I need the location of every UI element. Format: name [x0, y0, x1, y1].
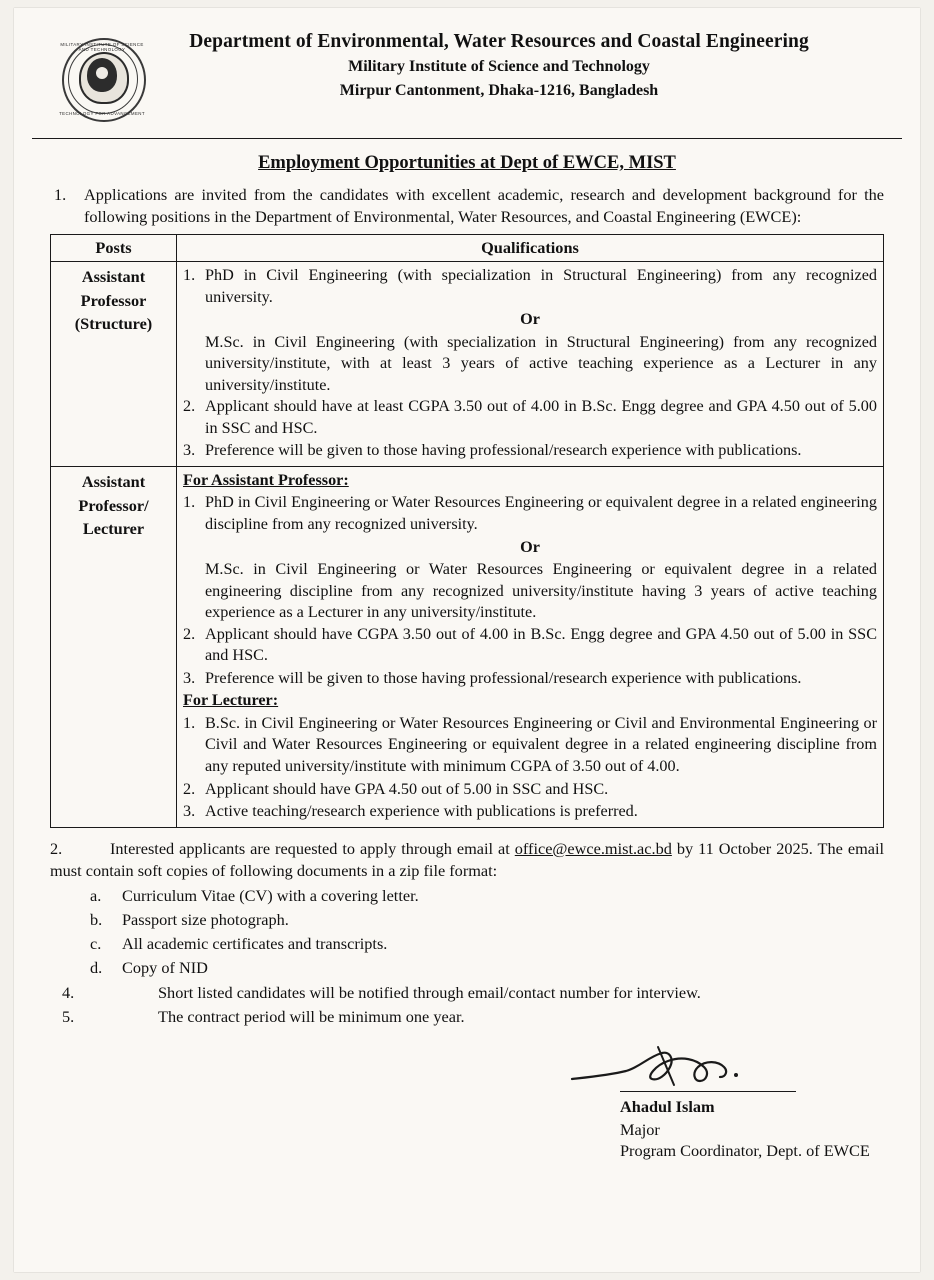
table-row: [51, 466, 884, 827]
page-title: Employment Opportunities at Dept of EWCE, MIST: [258, 153, 676, 173]
list-item: [183, 265, 877, 308]
item-marker: 2.: [183, 397, 196, 416]
post-line: Assistant: [81, 471, 146, 491]
institute-address: Mirpur Cantonment, Dhaka-1216, Bangladesh: [339, 81, 659, 99]
item-text: Passport size photograph.: [122, 910, 289, 930]
logo-bottom-text: TECHNOLOGY FOR ADVANCEMENT: [59, 111, 145, 116]
item-marker: 2.: [183, 779, 196, 798]
qualification-list: [183, 396, 877, 462]
post-line: Professor: [80, 290, 147, 310]
required-documents-list: [50, 885, 884, 979]
closing-paragraph-5: [50, 1006, 884, 1029]
qualification-list: [183, 624, 877, 690]
item-marker: 3.: [183, 668, 196, 687]
header-title-block: [148, 30, 890, 102]
item-marker: 1.: [183, 266, 196, 284]
item-marker: b.: [90, 910, 103, 930]
column-header-posts: Posts: [51, 235, 177, 262]
signatory-rank: Major: [620, 1119, 660, 1139]
item-marker: a.: [90, 886, 102, 906]
item-marker: 2.: [183, 624, 196, 643]
alternative-qualification: M.Sc. in Civil Engineering (with specialization in Structural Engineering) from any recognized university/institute, with at least 3 years of active teaching experience as a Lecturer in any university/institute.: [205, 332, 877, 394]
list-item: [183, 801, 877, 823]
item-text: Curriculum Vitae (CV) with a covering letter.: [122, 886, 419, 906]
item-text: Copy of NID: [122, 957, 208, 977]
item-text: Preference will be given to those having professional/research experience with publications.: [205, 668, 802, 687]
item-text: PhD in Civil Engineering (with specialization in Structural Engineering) from any recognized university.: [205, 266, 877, 306]
item-text: Applicant should have at least CGPA 3.50 out of 4.00 in B.Sc. Engg degree and GPA 4.50 out of 5.00 in SSC and HSC.: [205, 397, 877, 437]
qualifications-table: [50, 234, 884, 828]
signature-block: [50, 1045, 884, 1161]
list-item: [183, 492, 877, 535]
list-item: [50, 957, 884, 980]
mist-crest-logo: [56, 32, 148, 124]
qualifications-structure: [177, 262, 884, 467]
list-item: [183, 668, 877, 690]
intro-text: Applications are invited from the candidates with excellent academic, research and development background for the following positions in the Department of Environmental, Water Resources, and Coastal Engineering (EWCE):: [84, 185, 884, 226]
document-header: [14, 8, 920, 130]
institute-name: Military Institute of Science and Technology: [348, 58, 650, 76]
table-row: [51, 262, 884, 467]
item-text: Active teaching/research experience with publications is preferred.: [205, 802, 638, 821]
item-text: PhD in Civil Engineering or Water Resources Engineering or equivalent degree in a related engineering discipline from any recognized university.: [205, 493, 877, 534]
item-text: Preference will be given to those having professional/research experience with publications.: [205, 441, 802, 460]
document-body: [14, 184, 920, 828]
post-assistant-professor-structure: [51, 262, 177, 467]
list-item: [183, 713, 877, 778]
post-assistant-professor-lecturer: [51, 466, 177, 827]
item-marker: 3.: [183, 802, 196, 821]
table-header-row: [51, 235, 884, 262]
apply-paragraph: [50, 838, 884, 884]
apply-text-before: Interested applicants are requested to apply through email at: [110, 838, 515, 858]
closing-paragraph-4: [50, 982, 884, 1005]
closing-number: 5.: [62, 1007, 75, 1027]
item-text: All academic certificates and transcripts.: [122, 933, 388, 953]
signatory-name: Ahadul Islam: [620, 1097, 715, 1117]
item-text: Applicant should have CGPA 3.50 out of 4.00 in B.Sc. Engg degree and GPA 4.50 out of 5.00 in SSC and HSC.: [205, 624, 877, 665]
intro-paragraph: [50, 184, 884, 228]
apply-text-after: by 11 October 2025. The email must contain soft copies of following documents in a zip file format:: [50, 838, 885, 881]
intro-number: 1.: [54, 185, 67, 204]
list-item: [183, 779, 877, 801]
closing-number: 4.: [62, 982, 75, 1002]
list-item: [183, 396, 877, 439]
post-line: Professor/: [78, 495, 149, 515]
qualification-list: [183, 713, 877, 823]
document-sheet: [14, 8, 920, 1272]
list-item: [50, 885, 884, 908]
handwritten-signature: [570, 1045, 800, 1091]
closing-text: The contract period will be minimum one year.: [158, 1007, 465, 1027]
item-marker: 1.: [183, 493, 196, 512]
subsection-heading-lecturer: For Lecturer:: [183, 691, 279, 710]
department-title: Department of Environmental, Water Resources and Coastal Engineering: [189, 31, 809, 52]
post-line: Assistant: [81, 267, 146, 286]
or-separator: Or: [520, 537, 540, 556]
apply-number: 2.: [50, 838, 63, 858]
item-marker: c.: [90, 933, 102, 953]
list-item: [183, 624, 877, 667]
signatory-role: Program Coordinator, Dept. of EWCE: [620, 1141, 870, 1161]
alternative-qualification: M.Sc. in Civil Engineering or Water Resources Engineering or equivalent degree in a related engineering discipline from any recognized university/institute having 3 years of active teaching experience as a Lecturer in any university/institute.: [205, 560, 877, 622]
signature-line: [620, 1091, 796, 1092]
qualification-list: [183, 492, 877, 535]
list-item: [183, 440, 877, 462]
item-marker: d.: [90, 957, 103, 977]
column-header-qualifications: Qualifications: [177, 235, 884, 262]
list-item: [50, 933, 884, 956]
qualifications-professor-lecturer: [177, 466, 884, 827]
closing-text: Short listed candidates will be notified through email/contact number for interview.: [158, 982, 701, 1002]
item-marker: 1.: [183, 713, 196, 732]
item-text: B.Sc. in Civil Engineering or Water Resources Engineering or Civil and Environmental Engineering or Civil and Water Resources Engineering or equivalent degree in a related engineering discipline from any reputed university/institute with minimum CGPA of 3.50 out of 4.00.: [205, 713, 877, 776]
post-line: (Structure): [74, 314, 153, 334]
post-line: Lecturer: [82, 519, 145, 539]
subsection-heading-assistant-professor: For Assistant Professor:: [183, 470, 349, 489]
header-divider: [32, 138, 902, 139]
list-item: [50, 909, 884, 932]
item-marker: 3.: [183, 441, 196, 460]
document-footer-body: [14, 828, 920, 1162]
qualification-list: [183, 265, 877, 308]
item-text: Applicant should have GPA 4.50 out of 5.00 in SSC and HSC.: [205, 779, 609, 798]
logo-top-text: MILITARY INSTITUTE OF SCIENCE AND TECHNOLOGY: [60, 42, 144, 52]
contact-email[interactable]: office@ewce.mist.ac.bd: [514, 838, 672, 858]
or-separator: Or: [520, 310, 540, 329]
